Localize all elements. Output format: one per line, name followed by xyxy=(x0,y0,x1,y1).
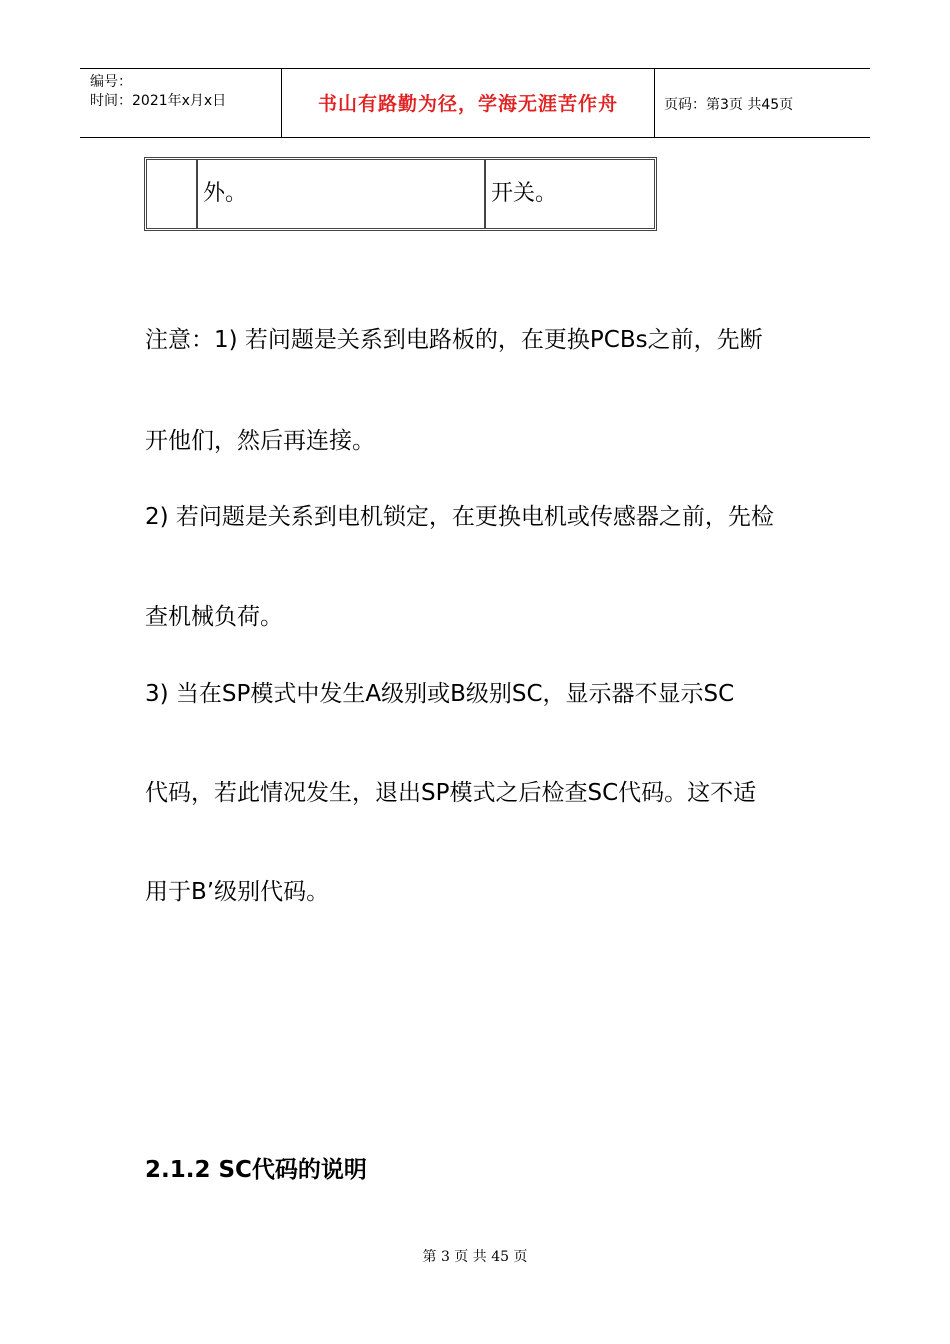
header-motto: 书山有路勤为径，学海无涯苦作舟 xyxy=(317,93,618,115)
body-line-3: 2) 若问题是关系到电机锁定，在更换电机或传感器之前，先检 xyxy=(145,504,774,530)
page-footer: 第 3 页 共 45 页 xyxy=(422,1249,528,1265)
serial-label: 编号： xyxy=(90,74,132,90)
table-cell-2: 开关。 xyxy=(491,181,558,206)
table-divider-2 xyxy=(484,160,486,228)
header-divider-right xyxy=(654,69,655,137)
body-line-2: 开他们，然后再连接。 xyxy=(145,428,375,454)
body-line-1: 注意：1) 若问题是关系到电路板的，在更换PCBs之前，先断 xyxy=(145,327,763,353)
date-label: 时间：2021年x月x日 xyxy=(90,93,227,109)
header-meta xyxy=(90,73,226,111)
content-table xyxy=(144,157,657,231)
table-divider-1 xyxy=(196,160,198,228)
section-heading: 2.1.2 SC代码的说明 xyxy=(145,1157,367,1183)
body-line-4: 查机械负荷。 xyxy=(145,604,283,630)
page-header xyxy=(80,68,870,138)
header-page-info: 页码：第3页 共45页 xyxy=(664,97,794,113)
body-line-5: 3) 当在SP模式中发生A级别或B级别SC，显示器不显示SC xyxy=(145,681,735,707)
body-line-6: 代码，若此情况发生，退出SP模式之后检查SC代码。这不适 xyxy=(145,780,757,806)
body-line-7: 用于B’级别代码。 xyxy=(145,879,330,905)
table-cell-1: 外。 xyxy=(203,181,248,206)
